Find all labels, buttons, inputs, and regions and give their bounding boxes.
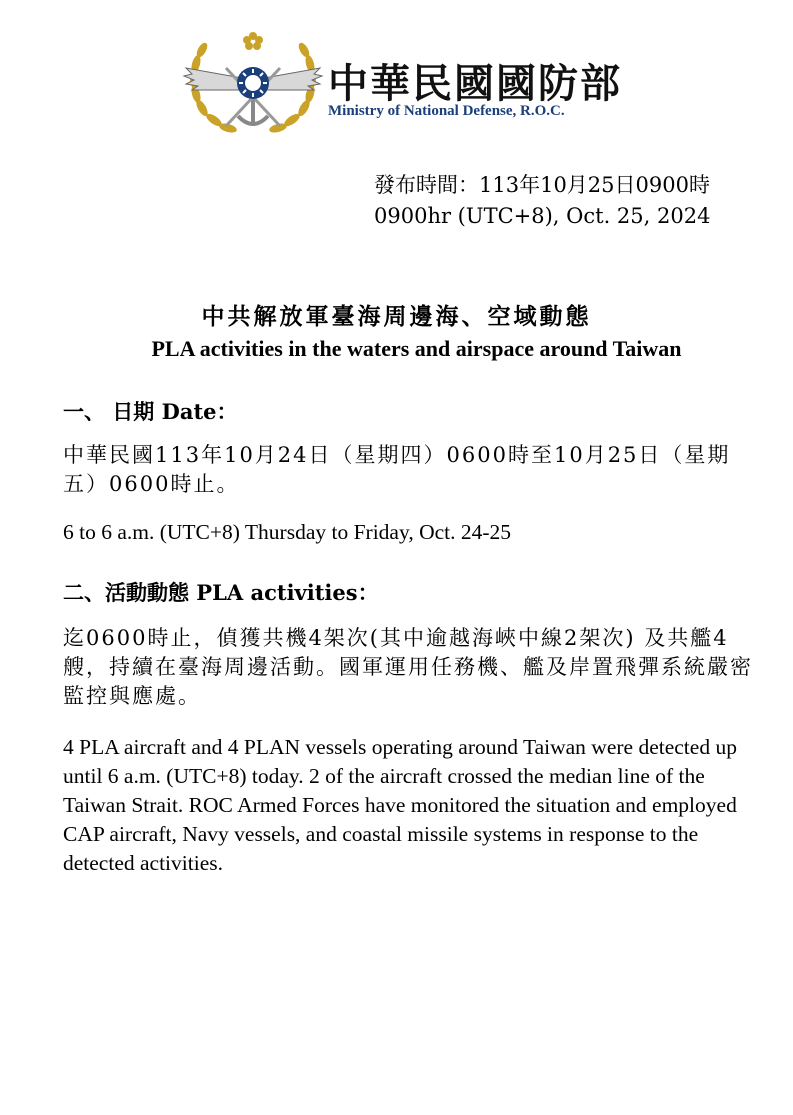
section-date-heading: 一、 日期 Date： bbox=[63, 399, 238, 424]
mnd-emblem-icon bbox=[178, 28, 328, 138]
page-title bbox=[0, 300, 793, 364]
page-title-zh: 中共解放軍臺海周邊海、空域動態 bbox=[201, 303, 592, 330]
org-name-zh: 中華民國國防部 bbox=[328, 61, 622, 107]
section-activities-heading: 二、活動動態 PLA activities： bbox=[63, 580, 379, 605]
org-name-en: Ministry of National Defense, R.O.C. bbox=[328, 103, 565, 119]
page-title-en: PLA activities in the waters and airspace around Taiwan bbox=[151, 336, 682, 361]
section-date-zh: 中華民國113年10月24日（星期四）0600時至10月25日（星期五）0600時止。 bbox=[63, 443, 731, 496]
section-activities-en: 4 PLA aircraft and 4 PLAN vessels operating around Taiwan were detected up until 6 a.m. (UTC+8) today. 2 of the aircraft crossed the median line of the Taiwan Strait. ROC Armed Forces have monitored the situation and employed CAP aircraft, Navy vessels, and coastal missile systems in response to the detected activities. bbox=[63, 735, 737, 875]
section-activities-zh: 迄0600時止，偵獲共機4架次(其中逾越海峽中線2架次) 及共艦4艘，持續在臺海周邊活動。國軍運用任務機、艦及岸置飛彈系統嚴密監控與應處。 bbox=[63, 626, 753, 708]
section-date-en: 6 to 6 a.m. (UTC+8) Thursday to Friday, Oct. 24-25 bbox=[63, 520, 512, 544]
release-time bbox=[374, 170, 710, 232]
release-time-en: 0900hr (UTC+8), Oct. 25, 2024 bbox=[374, 204, 711, 228]
release-time-zh: 發布時間：113年10月25日0900時 bbox=[374, 173, 710, 197]
